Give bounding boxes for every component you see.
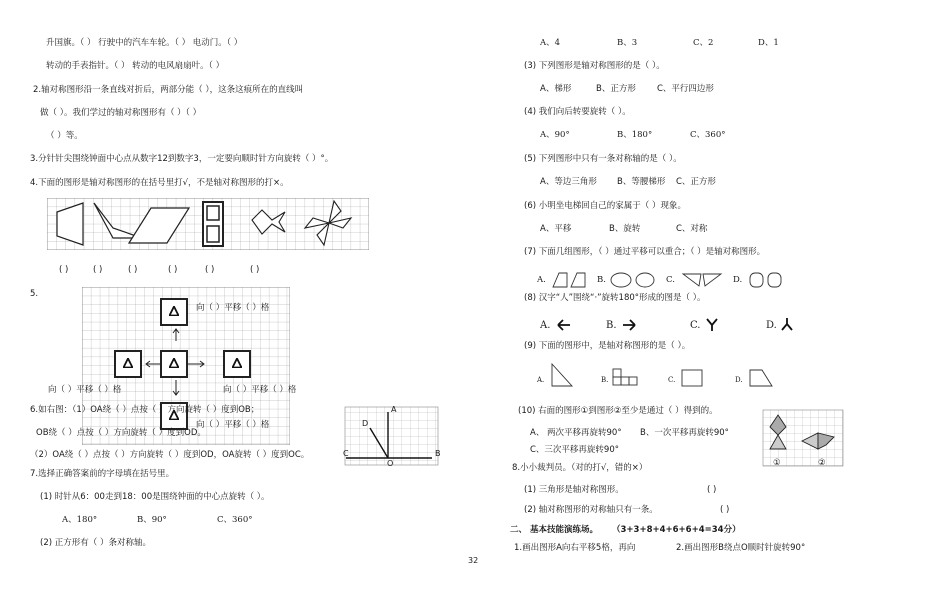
r-q6-text: (6) 小明坐电梯回自己的家属于（ ）现象。 xyxy=(524,201,686,211)
q5-right-label: 向（ ）平移（ ）格 xyxy=(223,385,297,395)
r-q7-opt-c[interactable]: C. xyxy=(666,275,675,285)
r-q6-opt-b[interactable]: B、旋转 xyxy=(609,224,641,234)
sec8-heading: 8.小小裁判员。（对的打√，错的×） xyxy=(512,463,648,473)
r-q9-opt-a[interactable]: A. xyxy=(537,376,545,384)
r-q7-text: (7) 下面几组图形，（ ）通过平移可以重合；（ ）是轴对称图形。 xyxy=(524,247,766,257)
r-q10-opt-a[interactable]: A、 两次平移再旋转90° xyxy=(530,428,622,438)
r-q9-c-shape xyxy=(681,369,703,387)
square-right xyxy=(223,350,251,378)
r-q8-b-glyph xyxy=(621,318,637,332)
q2-line2: 做（ ）。我们学过的轴对称图形有（ ）（ ） xyxy=(40,108,202,118)
r-q3-text: (3) 下列图形是轴对称图形的是（ ）。 xyxy=(524,61,665,71)
r-q8-text: (8) 汉字“人”围绕“·”旋转180°形成的图是（ ）。 xyxy=(524,293,706,303)
r-q4-opt-c[interactable]: C、360° xyxy=(690,130,726,140)
r-q8-opt-c[interactable]: C. xyxy=(690,320,701,331)
q4-bracket-3[interactable]: ( ) xyxy=(128,265,138,275)
r-q10-opt-b[interactable]: B、一次平移再旋转90° xyxy=(640,428,729,438)
q7-1-opt-c[interactable]: C、360° xyxy=(217,515,253,525)
q1-line2: 转动的手表指针。（ ） 转动的电风扇扇叶。（ ） xyxy=(46,61,225,71)
square-up xyxy=(160,298,188,326)
r-q4-opt-b[interactable]: B、180° xyxy=(617,130,653,140)
r-q3-opt-a[interactable]: A、梯形 xyxy=(540,84,572,94)
q4-bracket-1[interactable]: ( ) xyxy=(59,265,69,275)
r-q8-a-glyph xyxy=(556,318,572,332)
q4-bracket-6[interactable]: ( ) xyxy=(250,265,260,275)
r-q3-opt-b[interactable]: B、正方形 xyxy=(596,84,636,94)
q2-line1: 2.轴对称图形沿一条直线对折后，两部分能（ ），这条这痕所在的直线叫 xyxy=(33,85,304,95)
r-q9-opt-d[interactable]: D. xyxy=(735,376,743,384)
task-2-text: 2.画出图形B绕点O顺时针旋转90° xyxy=(676,543,806,553)
q7-heading: 7.选择正确答案前的字母填在括号里。 xyxy=(30,469,175,479)
r-q8-c-glyph xyxy=(705,318,719,332)
r-q7-a-shapes xyxy=(551,271,591,289)
r-q8-d-glyph xyxy=(780,317,794,331)
r-q8-opt-d[interactable]: D. xyxy=(766,320,777,331)
r-q5-opt-c[interactable]: C、正方形 xyxy=(676,177,716,187)
r-q10-label-2: ② xyxy=(818,458,826,468)
q6-line1: 6.如右图：（1）OA绕（ ）点按（ ）方向旋转（ ）度到OB； xyxy=(30,405,260,415)
sec8-q2-bracket[interactable]: ( ) xyxy=(720,505,730,515)
r-q4-text: (4) 我们向后转要旋转（ ）。 xyxy=(524,107,631,117)
task-1-text: 1.画出图形A向右平移5格，再向 xyxy=(514,543,636,553)
q5-up-label: 向（ ）平移（ ）格 xyxy=(196,303,270,313)
point-o-label: O xyxy=(387,459,394,468)
point-d-label: D xyxy=(362,419,369,428)
r-opt0-b[interactable]: B、3 xyxy=(617,38,638,48)
r-q10-opt-c[interactable]: C、三次平移再旋转90° xyxy=(530,445,620,455)
sec8-q1-bracket[interactable]: ( ) xyxy=(707,485,717,495)
q4-shapes-grid xyxy=(47,198,369,250)
q2-line3: （ ）等。 xyxy=(46,131,83,141)
q6-line2: OB绕（ ）点按（ ）方向旋转（ ）度到OD。 xyxy=(36,428,206,438)
r-q7-opt-b[interactable]: B. xyxy=(597,275,606,285)
section-2-score: （3+3+8+4+6+6+4=34分） xyxy=(612,525,741,535)
q5-number: 5. xyxy=(30,289,39,299)
r-opt0-a[interactable]: A、4 xyxy=(540,38,561,48)
q5-left-label: 向（ ）平移（ ）格 xyxy=(48,385,122,395)
q7-1-text: (1) 时针从6：00走到18：00是围绕钟面的中心点旋转（ ）。 xyxy=(40,492,270,502)
r-q7-opt-a[interactable]: A. xyxy=(537,275,546,285)
point-c-label: C xyxy=(343,449,349,458)
r-q7-opt-d[interactable]: D. xyxy=(733,275,743,285)
square-left xyxy=(114,350,142,378)
r-q9-opt-c[interactable]: C. xyxy=(668,376,676,384)
q5-down-label: 向（ ）平移（ ）格 xyxy=(196,420,270,430)
q6-line3: （2）OA绕（ ）点按（ ）方向旋转（ ）度到OD，OA旋转（ ）度到OC。 xyxy=(30,450,310,460)
r-q5-opt-a[interactable]: A、等边三角形 xyxy=(540,177,597,187)
r-opt0-c[interactable]: C、2 xyxy=(693,38,714,48)
q7-1-opt-a[interactable]: A、180° xyxy=(62,515,98,525)
r-q9-text: (9) 下面的图形中，是轴对称图形的是（ ）。 xyxy=(524,341,691,351)
r-q9-opt-b[interactable]: B. xyxy=(601,376,609,384)
r-opt0-d[interactable]: D、1 xyxy=(758,38,779,48)
point-b-label: B xyxy=(435,449,441,458)
page-number: 32 xyxy=(468,556,479,565)
square-center xyxy=(160,350,188,378)
section-2-title: 二、 基本技能演练场。 xyxy=(510,525,598,535)
r-q6-opt-a[interactable]: A、平移 xyxy=(540,224,572,234)
r-q4-opt-a[interactable]: A、90° xyxy=(540,130,570,140)
r-q7-d-shapes xyxy=(748,271,784,289)
r-q8-opt-b[interactable]: B. xyxy=(606,320,617,331)
r-q10-label-1: ① xyxy=(773,458,781,468)
sec8-q2: (2) 轴对称图形的对称轴只有一条。 xyxy=(524,505,658,515)
r-q9-b-shape xyxy=(612,368,642,386)
q7-1-opt-b[interactable]: B、90° xyxy=(137,515,167,525)
r-q10-text: (10) 右面的图形①到图形②至少是通过（ ）得到的。 xyxy=(518,406,718,416)
point-a-label: A xyxy=(391,405,397,414)
q1-line1: 升国旗。（ ） 行驶中的汽车车轮。（ ） 电动门。（ ） xyxy=(46,38,243,48)
q4-bracket-2[interactable]: ( ) xyxy=(93,265,103,275)
q7-2-text: (2) 正方形有（ ）条对称轴。 xyxy=(40,538,151,548)
r-q9-a-shape xyxy=(549,362,575,388)
r-q9-d-shape xyxy=(748,369,774,387)
q3-text: 3.分针针尖围绕钟面中心点从数字12到数字3，一定要向顺时针方向旋转（ ）°。 xyxy=(30,154,334,164)
r-q8-opt-a[interactable]: A. xyxy=(540,320,551,331)
r-q7-c-shapes xyxy=(681,271,723,289)
q4-text: 4.下面的图形是轴对称图形的在括号里打√，不是轴对称图形的打×。 xyxy=(30,178,289,188)
sec8-q1: (1) 三角形是轴对称图形。 xyxy=(524,485,624,495)
r-q5-text: (5) 下列图形中只有一条对称轴的是（ ）。 xyxy=(524,154,682,164)
r-q6-opt-c[interactable]: C、对称 xyxy=(676,224,708,234)
r-q7-b-shapes xyxy=(609,271,657,289)
q4-bracket-4[interactable]: ( ) xyxy=(168,265,178,275)
r-q5-opt-b[interactable]: B、等腰梯形 xyxy=(617,177,666,187)
q4-bracket-5[interactable]: ( ) xyxy=(205,265,215,275)
r-q3-opt-c[interactable]: C、平行四边形 xyxy=(657,84,714,94)
